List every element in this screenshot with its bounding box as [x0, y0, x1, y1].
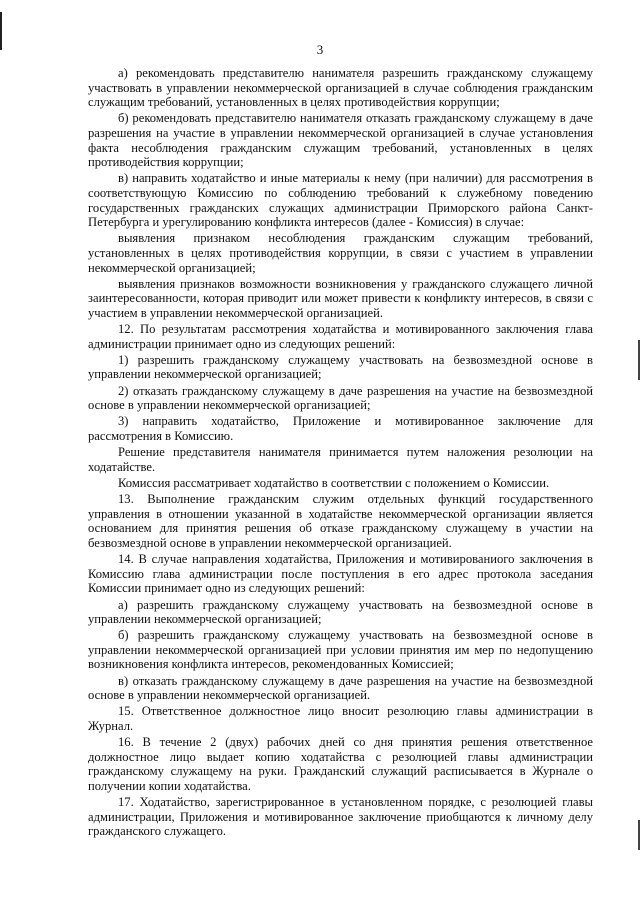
paragraph: в) отказать гражданскому служащему в даче разрешения на участие на безвозмездной основе в управлении некоммерческой организацией. [88, 673, 593, 703]
paragraph: а) разрешить гражданскому служащему участвовать на безвозмездной основе в управлении некоммерческой организацией; [88, 597, 593, 627]
paragraph: Комиссия рассматривает ходатайство в соответствии с положением о Комиссии. [118, 475, 550, 490]
paragraph: 2) отказать гражданскому служащему в даче разрешения на участие на безвозмездной основе в управлении некоммерческой организацией; [88, 383, 593, 413]
paragraph: 17. Ходатайство, зарегистрированное в установленном порядке, с резолюцией главы администрации, Приложения и мотивированное заключение приобщаются к личному делу гражданского служащего. [88, 795, 593, 839]
paragraph: 13. Выполнение гражданским служим отдельных функций государственного управления в отношении указанной в ходатайстве некоммерческой организации является основанием для принятия решения об отказе гражданскому служащему в участии на безвозмездной основе в управлении некоммерческой организацией. [88, 492, 593, 550]
paragraph: в) направить ходатайство и иные материалы к нему (при наличии) для рассмотрения в соответствующую Комиссию по соблюдению требований к служебному поведению государственных гражданских служащих администрации Приморского района Санкт-Петербурга и урегулированию конфликта интересов (далее - Комиссия) в случае: [88, 171, 593, 230]
paragraph: 12. По результатам рассмотрения ходатайства и мотивированного заключения глава администрации принимает одно из следующих решений: [88, 322, 593, 351]
paragraph: выявления признаков возможности возникновения у гражданского служащего личной заинтересованности, которая приводит или может привести к конфликту интересов, в связи с участием в управлении некоммерческой организацией. [88, 276, 593, 320]
paragraph: 15. Ответственное должностное лицо вносит резолюцию главы администрации в Журнал. [88, 704, 593, 734]
paragraph: 3) направить ходатайство, Приложение и мотивированное заключение для рассмотрения в Комиссию. [88, 414, 593, 443]
paragraph: 16. В течение 2 (двух) рабочих дней со дня принятия решения ответственное должностное лицо выдает копию ходатайства с резолюцией главы администрации гражданскому служащему на руки. Гражданский служащий расписывается в Журнале о получении копии ходатайства. [88, 735, 593, 793]
paragraph: выявления признаком несоблюдения гражданским служащим требований, установленных в целях противодействия коррупции, в связи с участием в управлении некоммерческой организацией; [88, 231, 593, 275]
paragraph: б) разрешить гражданскому служащему участвовать на безвозмездной основе в управлении некоммерческой организацией при условии принятия им мер по недопущению возникновения конфликта интересов, рекомендованных Комиссией; [88, 628, 593, 672]
paragraph: а) рекомендовать представителю нанимателя разрешить гражданскому служащему участвовать в управлении некоммерческой организацией в случае соблюдения гражданским служащим требований, установленных в целях противодействия коррупции; [88, 66, 593, 110]
document-body [88, 66, 593, 841]
paragraph: б) рекомендовать представителю нанимателя отказать гражданскому служащему в даче разрешения на участие в управлении некоммерческой организацией в случае установления факта несоблюдения гражданским служащим требований, установленных в целях противодействия коррупции; [88, 111, 593, 170]
paragraph: 14. В случае направления ходатайства, Приложения и мотивированиого заключения в Комиссию глава администрации после поступления в его адрес протокола заседания Комиссии принимает одно из следующих решений: [88, 552, 593, 596]
paragraph: 1) разрешить гражданскому служащему участвовать на безвозмездной основе в управлении некоммерческой организацией; [88, 352, 593, 382]
page-number: 3 [316, 42, 324, 57]
paragraph: Решение представителя нанимателя принимается путем наложения резолюции на ходатайстве. [88, 445, 593, 474]
